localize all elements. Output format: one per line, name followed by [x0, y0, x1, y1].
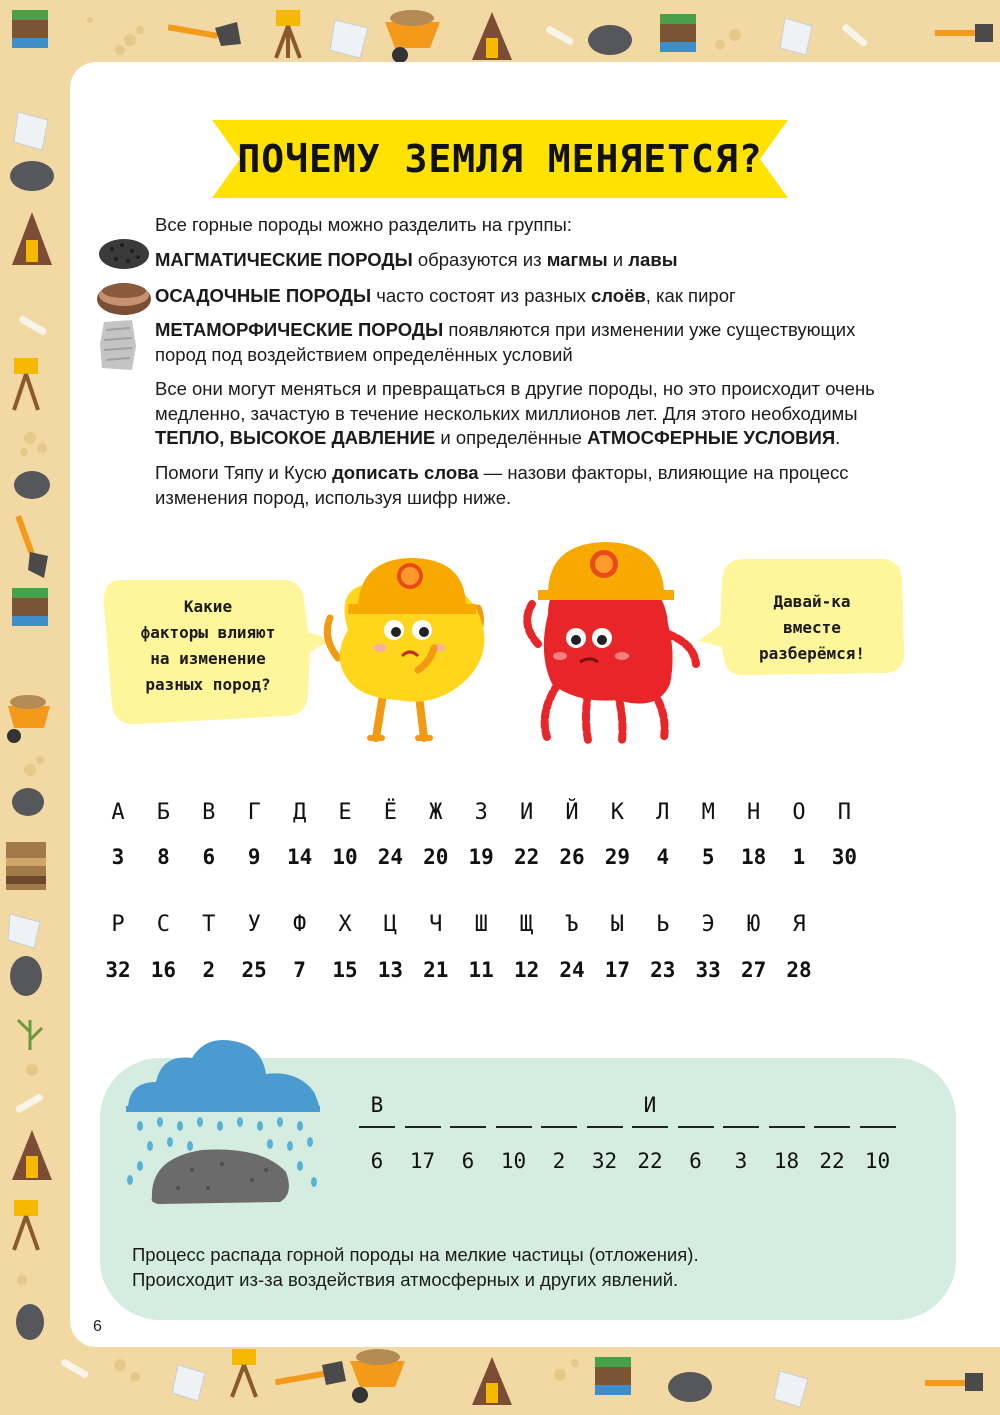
rock-group-text: образуются из — [412, 249, 547, 270]
rock-icon — [588, 25, 632, 55]
rock-group-name: ОСАДОЧНЫЕ ПОРОДЫ — [155, 285, 372, 306]
cipher-number: 5 — [701, 845, 715, 869]
cipher-letter: И — [519, 800, 534, 825]
rain-cloud-illustration — [122, 1030, 322, 1210]
intro-text: Все горные породы можно разделить на группы: — [155, 214, 572, 235]
cipher-number: 4 — [656, 845, 670, 869]
cipher-number: 10 — [332, 845, 358, 869]
rock-icon — [10, 956, 42, 996]
keyword: дописать слова — [332, 462, 479, 483]
cipher-number: 33 — [695, 958, 721, 982]
cipher-number: 16 — [150, 958, 177, 982]
sedimentary-layers-icon — [6, 842, 46, 890]
bubble-line: Давай-ка — [773, 592, 851, 611]
soil-layer-icon — [12, 10, 48, 48]
answer-code: 3 — [734, 1149, 748, 1173]
paragraph-line: Помоги Тяпу и Кусю — [155, 462, 333, 483]
bubble-line: разберёмся! — [759, 644, 865, 663]
cipher-number: 12 — [513, 958, 540, 982]
red-character-illustration — [518, 534, 718, 746]
crystal-icon — [14, 112, 48, 150]
bubble-line: разных пород? — [145, 675, 271, 694]
cipher-letter: Р — [111, 912, 125, 937]
wheelbarrow-icon — [7, 695, 50, 743]
bubble-line: вместе — [783, 618, 841, 637]
cipher-number: 24 — [377, 845, 404, 869]
metamorphic-rock-icon — [98, 318, 138, 372]
decorative-border-bottom — [0, 1335, 1000, 1415]
cipher-letter: Ж — [429, 800, 443, 825]
rock-group-text: часто состоят из разных — [371, 285, 591, 306]
cipher-number: 29 — [604, 845, 631, 869]
cipher-number: 27 — [740, 958, 767, 982]
bone-icon — [15, 1093, 44, 1114]
cipher-letter: В — [202, 800, 216, 825]
puzzle-description — [132, 1243, 892, 1292]
rock-group-name: МАГМАТИЧЕСКИЕ ПОРОДЫ — [155, 249, 413, 270]
crystal-icon — [780, 18, 812, 55]
paragraph-line: медленно, зачастую в течение нескольких миллионов лет. Для этого необходимы — [155, 402, 858, 424]
cipher-letter: Н — [746, 800, 761, 825]
cipher-letter: О — [792, 800, 806, 825]
cipher-number: 28 — [786, 958, 812, 982]
rock-group-text: и — [607, 249, 629, 270]
crystal-icon — [8, 914, 40, 948]
answer-code: 18 — [773, 1149, 800, 1173]
bone-icon — [841, 23, 868, 48]
paragraph-rock-changes — [155, 377, 915, 451]
cipher-letter: Г — [247, 800, 261, 825]
cipher-number: 2 — [202, 958, 216, 982]
answer-code: 6 — [689, 1149, 702, 1173]
bone-icon — [545, 25, 574, 46]
puzzle-description-line: Происходит из-за воздействия атмосферных и других явлений. — [132, 1268, 679, 1290]
answer-code: 10 — [864, 1149, 891, 1173]
keyword: слоёв — [590, 285, 646, 306]
soil-layer-icon — [660, 14, 696, 52]
cipher-number: 11 — [468, 958, 494, 982]
rock-group-metamorphic — [155, 318, 915, 367]
keyword: магмы — [546, 249, 608, 270]
cipher-letter: Ю — [746, 912, 761, 937]
cipher-letter: Ь — [656, 912, 670, 937]
shovel-icon — [925, 1373, 983, 1391]
crystal-icon — [330, 20, 368, 58]
cipher-letter: Д — [292, 800, 307, 825]
shovel-icon — [15, 515, 48, 578]
cipher-letter: Э — [701, 912, 715, 937]
bone-icon — [18, 315, 47, 336]
cipher-number: 15 — [332, 958, 358, 982]
cipher-letter: А — [111, 800, 125, 825]
answer-letter[interactable]: И — [643, 1093, 657, 1117]
rock-group-name: МЕТАМОРФИЧЕСКИЕ ПОРОДЫ — [155, 319, 444, 340]
cipher-number: 14 — [286, 845, 313, 869]
cipher-letter: Ц — [383, 912, 398, 937]
cipher-number: 20 — [423, 845, 449, 869]
crystal-icon — [172, 1365, 205, 1401]
mine-cave-icon — [12, 1130, 52, 1180]
cipher-letter: С — [156, 912, 171, 937]
cipher-number: 24 — [559, 958, 585, 982]
mine-cave-icon — [472, 12, 512, 60]
plant-icon — [18, 1020, 42, 1050]
mine-cave-icon — [12, 212, 52, 265]
page-title: ПОЧЕМУ ЗЕМЛЯ МЕНЯЕТСЯ? — [237, 137, 763, 181]
answer-code: 22 — [637, 1149, 663, 1173]
paragraph-line: . — [835, 427, 841, 448]
bubble-line: Какие — [183, 597, 233, 616]
rock-icon — [10, 161, 54, 191]
cipher-letter: К — [610, 800, 625, 825]
answer-blank-line — [860, 1126, 896, 1128]
answer-code: 10 — [500, 1149, 527, 1173]
sedimentary-rock-icon — [96, 277, 152, 317]
cipher-letter: П — [837, 800, 852, 825]
cipher-letter: Х — [338, 912, 352, 937]
cipher-number: 32 — [105, 958, 131, 982]
answer-code: 22 — [819, 1149, 845, 1173]
shovel-icon — [275, 1361, 346, 1385]
cipher-letter: Ы — [610, 912, 625, 937]
speech-bubble-left-text — [108, 594, 308, 698]
wheelbarrow-icon — [385, 10, 440, 63]
wheelbarrow-icon — [350, 1349, 405, 1403]
paragraph-line: Все они могут меняться и превращаться в другие породы, но это происходит очень — [155, 378, 875, 399]
cipher-letter: У — [247, 912, 261, 937]
keyword: АТМОСФЕРНЫЕ УСЛОВИЯ — [587, 427, 836, 448]
cloud-icon — [128, 1040, 319, 1112]
keyword: лавы — [628, 249, 678, 270]
rock-icon — [12, 788, 44, 816]
bubble-line: факторы влияют — [140, 623, 276, 642]
cipher-letter: Б — [156, 800, 171, 825]
cipher-number: 23 — [650, 958, 676, 982]
rock-group-igneous — [155, 248, 915, 273]
tripod-icon — [14, 1200, 38, 1250]
answer-blank-line — [496, 1126, 532, 1128]
shovel-icon — [168, 22, 241, 46]
cipher-letter: Т — [202, 912, 216, 937]
igneous-rock-icon — [98, 235, 150, 271]
paragraph-instructions — [155, 461, 915, 510]
cipher-number: 1 — [792, 845, 806, 869]
answer-code: 6 — [461, 1149, 475, 1173]
answer-blank-line — [678, 1126, 714, 1128]
rock-group-text: появляются при изменении уже существующих — [443, 319, 856, 340]
shovel-icon — [935, 24, 993, 42]
cipher-letter: Ё — [383, 800, 398, 825]
cipher-letter: Щ — [519, 912, 534, 937]
paragraph-line: и определённые — [435, 427, 588, 448]
cipher-letter: З — [474, 800, 488, 825]
cipher-number: 26 — [559, 845, 585, 869]
cipher-number: 9 — [247, 845, 261, 869]
yellow-character-illustration — [318, 538, 498, 746]
answer-blank-line — [632, 1126, 668, 1128]
cipher-number: 30 — [831, 845, 858, 869]
soil-layer-icon — [595, 1357, 631, 1395]
answer-blank-line — [587, 1126, 623, 1128]
cipher-number: 7 — [293, 958, 306, 982]
cipher-number: 17 — [604, 958, 631, 982]
rock-group-text: пород под воздействием определённых условий — [155, 343, 573, 365]
rock-icon — [16, 1304, 44, 1340]
boulder-icon — [152, 1149, 289, 1204]
cipher-number: 22 — [513, 845, 540, 869]
cipher-letter: Ш — [474, 912, 488, 937]
cipher-number: 13 — [377, 958, 404, 982]
cipher-letter: Я — [792, 912, 806, 937]
cipher-number: 6 — [202, 845, 216, 869]
cipher-letter: Е — [338, 800, 352, 825]
decorative-border-left — [0, 0, 80, 1415]
rock-group-sedimentary — [155, 284, 915, 309]
answer-blank-line — [723, 1126, 759, 1128]
cipher-letter: Ф — [292, 912, 307, 937]
cipher-letter: Ч — [429, 912, 443, 937]
paragraph-line: изменения пород, используя шифр ниже. — [155, 486, 512, 508]
answer-blank-line — [405, 1126, 441, 1128]
answer-letter[interactable]: В — [370, 1093, 384, 1117]
cipher-number: 25 — [241, 958, 267, 982]
answer-blank-line — [359, 1126, 395, 1128]
speech-bubble-right-text — [728, 589, 896, 667]
answer-blank-line — [450, 1126, 486, 1128]
cipher-number: 19 — [468, 845, 494, 869]
puzzle-description-line: Процесс распада горной породы на мелкие частицы (отложения). — [132, 1244, 699, 1265]
cipher-letter: Ъ — [565, 912, 579, 937]
answer-code: 2 — [552, 1149, 566, 1173]
tripod-icon — [276, 10, 300, 58]
cipher-number: 18 — [740, 845, 767, 869]
cipher-letter: Л — [656, 800, 670, 825]
soil-layer-icon — [12, 588, 48, 626]
tripod-icon — [14, 358, 38, 410]
cipher-number: 8 — [157, 845, 170, 869]
answer-blank-line — [814, 1126, 850, 1128]
crystal-icon — [774, 1371, 808, 1407]
keyword: ТЕПЛО, ВЫСОКОЕ ДАВЛЕНИЕ — [155, 427, 436, 448]
answer-blank-line — [769, 1126, 805, 1128]
answer-code: 17 — [409, 1149, 436, 1173]
answer-code: 6 — [370, 1149, 384, 1173]
rock-icon — [668, 1372, 712, 1402]
cipher-letter: М — [701, 800, 715, 825]
cipher-number: 3 — [111, 845, 125, 869]
answer-blank-line — [541, 1126, 577, 1128]
rock-icon — [14, 471, 50, 499]
rock-group-text: , как пирог — [645, 285, 736, 306]
cipher-number: 21 — [423, 958, 449, 982]
tripod-icon — [232, 1349, 256, 1397]
cipher-letter: Й — [565, 800, 579, 825]
paragraph-line: — назови факторы, влияющие на процесс — [478, 462, 849, 483]
mine-cave-icon — [472, 1357, 512, 1405]
answer-code: 32 — [591, 1149, 618, 1173]
bubble-line: на изменение — [150, 649, 266, 668]
page-number: 6 — [93, 1318, 102, 1335]
